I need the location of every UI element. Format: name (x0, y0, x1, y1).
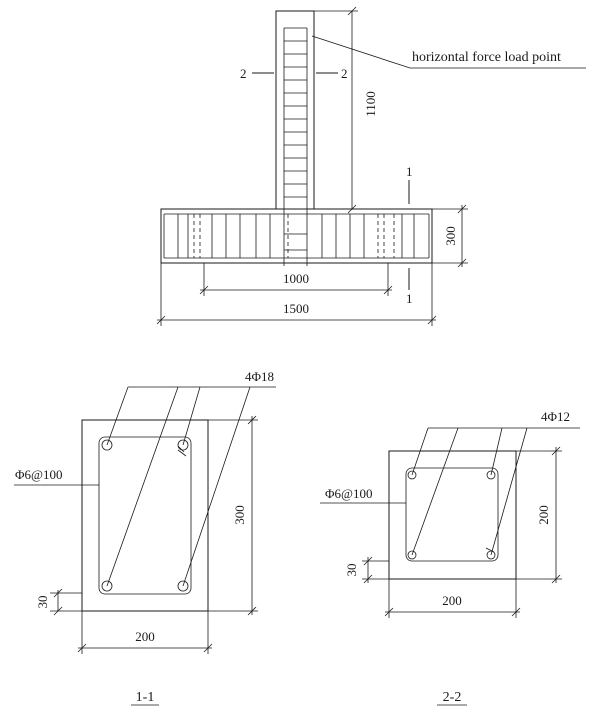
section-1-1-title: 1-1 (135, 690, 155, 705)
dim-2-2-width-label: 200 (442, 593, 462, 608)
section-1-top-label: 1 (406, 164, 413, 179)
footing-outline (161, 209, 432, 263)
section-2-2-rebar-label: 4Φ12 (541, 409, 571, 424)
rebar-2-2-leaders (412, 428, 580, 555)
section-2-2-stirrup-label: Φ6@100 (325, 486, 373, 501)
dim-1-1-cover-label: 30 (35, 595, 50, 609)
dim-column-height-label: 1100 (363, 91, 378, 117)
dim-2-2-height-label: 200 (536, 505, 551, 525)
dim-1-1-width-label: 200 (135, 629, 155, 644)
section-1-1-stirrup-label: Φ6@100 (15, 467, 63, 482)
section-1-1-view (14, 369, 276, 705)
section-1-bottom-label: 1 (406, 291, 413, 306)
dim-inner-width-label: 1000 (283, 271, 309, 286)
section-2-right-label: 2 (341, 66, 348, 81)
dim-footing-height-label: 300 (443, 226, 458, 246)
section-2-2-stirrup (406, 468, 498, 561)
load-point-label: horizontal force load point (412, 50, 561, 65)
section-2-2-view (320, 409, 580, 705)
section-2-left-label: 2 (240, 66, 247, 81)
section-2-2-title: 2-2 (442, 690, 462, 705)
dim-column-height (314, 7, 358, 213)
dim-1-1-cover (50, 589, 82, 615)
rebar-1-1-leaders (107, 387, 276, 586)
dim-2-2-cover-label: 30 (344, 563, 359, 577)
section-1-1-outline (82, 420, 208, 611)
footing-rebar (164, 214, 429, 258)
dim-total-width-label: 1500 (283, 301, 309, 316)
dim-2-2-cover (362, 557, 389, 583)
elevation-view (157, 7, 586, 326)
section-1-1-rebar-label: 4Φ18 (245, 369, 275, 384)
dim-1-1-height-label: 300 (232, 505, 247, 525)
column-stirrups (284, 28, 307, 266)
